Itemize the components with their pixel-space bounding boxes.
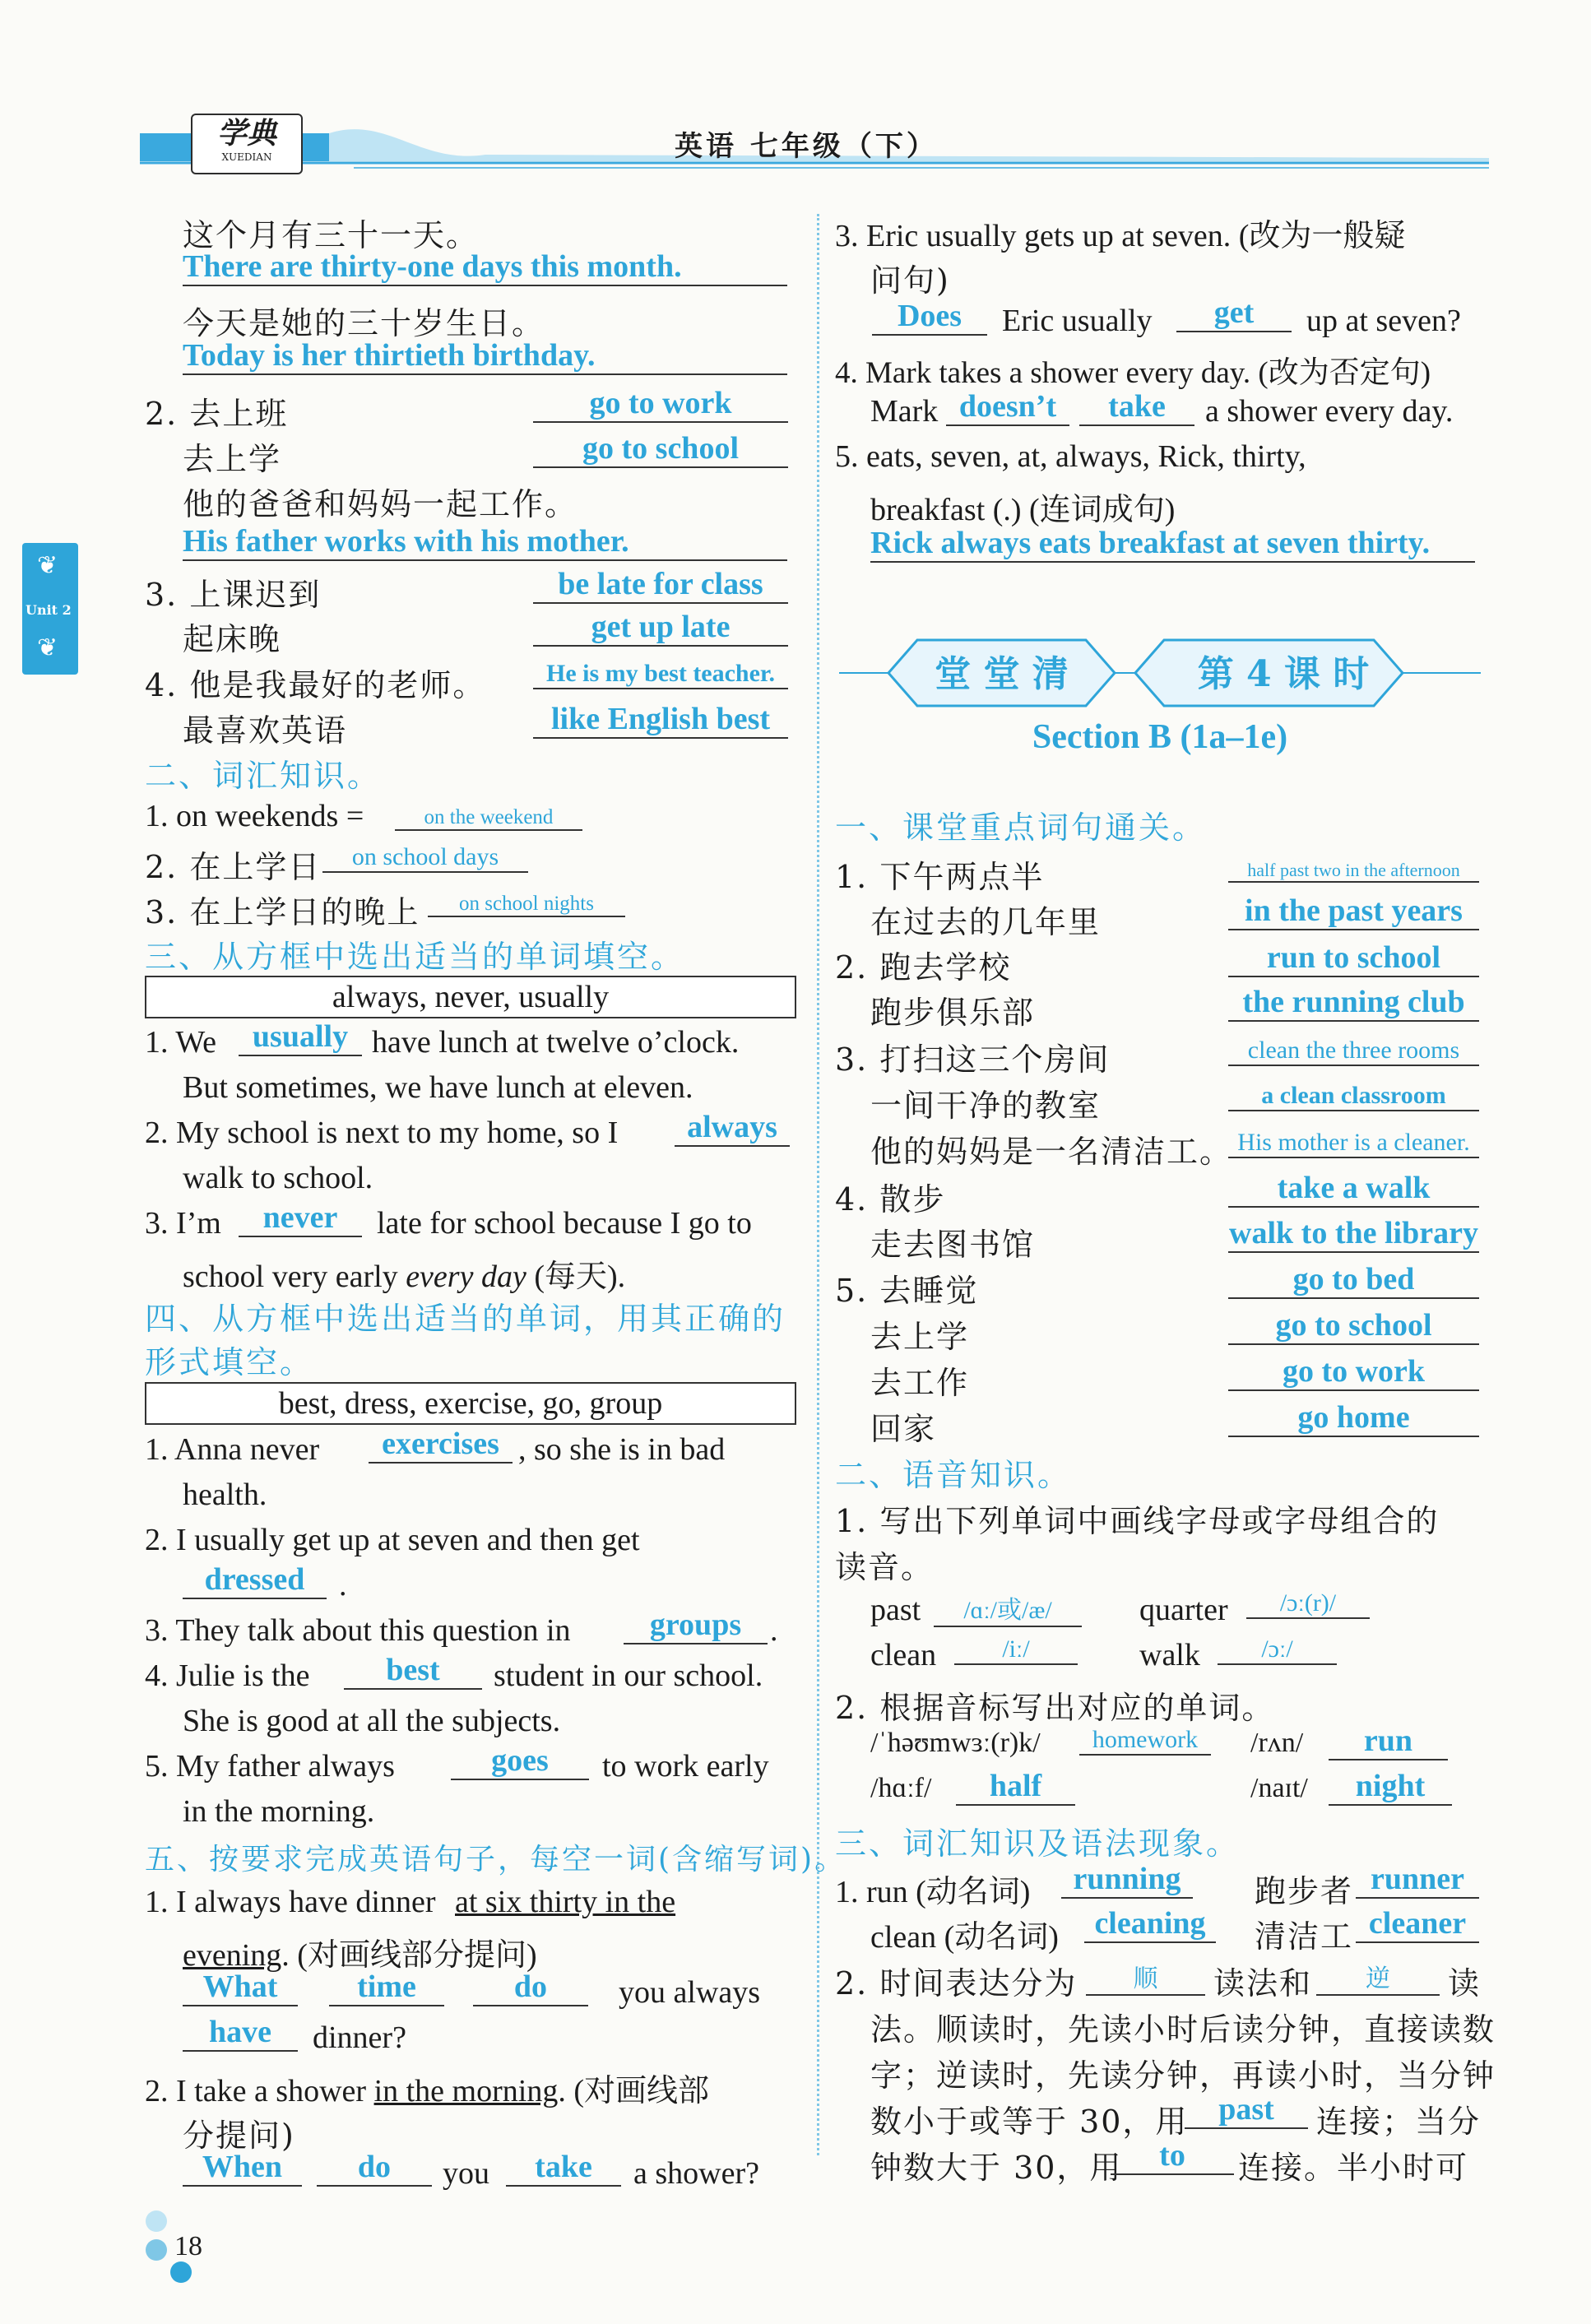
item-text: 读 (1448, 1965, 1482, 2002)
item-label: 4. 散步 (835, 1181, 946, 1218)
item-label: 跑步俱乐部 (870, 995, 1036, 1031)
item-label: 他的妈妈是一名清洁工。 (870, 1134, 1233, 1170)
item-text: breakfast (.) (连词成句) (870, 493, 1176, 527)
item-label: 在过去的几年里 (870, 904, 1102, 940)
item-text: student in our school. (494, 1658, 763, 1693)
answer: /iː/ (954, 1635, 1078, 1665)
item-text (183, 1929, 537, 1974)
item-text: a shower? (633, 2156, 759, 2191)
item-label: 1. on weekends = (145, 799, 364, 833)
answer: to (1111, 2137, 1234, 2175)
item-text: to work early (602, 1749, 769, 1784)
answer: have (183, 2014, 298, 2052)
answer: goes (451, 1742, 589, 1780)
answer: half (956, 1768, 1075, 1806)
left-line: 这个月有三十一天。 (183, 217, 480, 253)
answer: /ɑː/或/æ/ (934, 1589, 1082, 1627)
item-text-part: school very early (183, 1259, 398, 1294)
item-label: clean (动名词) (870, 1920, 1059, 1955)
section-title: 二、词汇知识。 (145, 758, 382, 794)
answer: take a walk (1228, 1170, 1479, 1208)
phonetic: /rʌn/ (1250, 1728, 1304, 1758)
answer: half past two in the afternoon (1228, 860, 1479, 883)
item-text-part: . (对画线部 (558, 2074, 709, 2108)
item-label: 2. 去上班 (145, 396, 289, 432)
phonetic: /hɑːf/ (870, 1773, 932, 1803)
item-text: 读音。 (835, 1549, 935, 1585)
left-line: 今天是她的三十岁生日。 (183, 305, 545, 341)
answer: Today is her thirtieth birthday. (183, 337, 787, 375)
item-text: you always (619, 1975, 761, 2010)
answer: take (1079, 388, 1194, 426)
phonetic: /naɪt/ (1250, 1773, 1308, 1803)
item-label: 3. 上课迟到 (145, 577, 322, 613)
item-label: 3. 在上学日的晚上 (145, 894, 420, 930)
book-title: 英语 七年级（下） (675, 130, 938, 163)
item-label: 一间干净的教室 (870, 1088, 1102, 1124)
answer: cleaner (1356, 1905, 1479, 1943)
item-text: up at seven? (1306, 304, 1461, 338)
item-text: have lunch at twelve o’clock. (372, 1025, 740, 1060)
item-text-part: 1. I always have dinner (145, 1885, 436, 1919)
item-text: But sometimes, we have lunch at eleven. (183, 1070, 693, 1105)
item-text: Mark (870, 394, 939, 429)
item-text: past (870, 1593, 921, 1627)
answer: exercises (369, 1426, 513, 1464)
section-title: 二、语音知识。 (835, 1457, 1072, 1493)
answer: 顺 (1086, 1958, 1205, 1996)
wing-icon: ❦ (37, 551, 58, 580)
section-heading: Section B (1a–1e) (1032, 718, 1288, 756)
answer: best (344, 1652, 482, 1690)
answer: take (506, 2149, 621, 2187)
answer: running (1061, 1861, 1193, 1899)
answer: cleaning (1084, 1905, 1216, 1943)
item-label: 他的爸爸和妈妈一起工作。 (183, 486, 578, 522)
section-title: 一、课堂重点词句通关。 (835, 809, 1207, 846)
answer: homework (1079, 1726, 1211, 1756)
item-text: walk (1139, 1638, 1200, 1672)
item-label: 回家 (870, 1411, 937, 1447)
item-text: . (770, 1613, 778, 1648)
answer: There are thirty-one days this month. (183, 248, 787, 286)
item-label: 去上学 (870, 1319, 970, 1355)
item-text: 连接；当分 (1316, 2104, 1482, 2140)
answer: go home (1228, 1399, 1479, 1437)
item-text: Eric usually (1002, 304, 1153, 338)
underlined-phrase: in the morning (373, 2074, 559, 2108)
answer: get (1176, 295, 1292, 332)
item-text: walk to school. (183, 1161, 373, 1195)
item-text: 字；逆读时，先读分钟，再读小时，当分钟 (870, 2057, 1496, 2094)
unit-tab-label: Unit 2 (26, 602, 72, 618)
answer: a clean classroom (1228, 1082, 1479, 1111)
answer: His mother is a cleaner. (1228, 1129, 1479, 1158)
answer: night (1329, 1768, 1452, 1806)
item-label: 4. 他是我最好的老师。 (145, 667, 486, 703)
item-label: 4. Julie is the (145, 1658, 310, 1693)
item-label: 2. 时间表达分为 (835, 1965, 1078, 2002)
answer: on school days (322, 843, 528, 873)
section-title: 三、词汇知识及语法现象。 (835, 1825, 1241, 1862)
answer: run (1329, 1723, 1448, 1760)
answer: /ɔː(r)/ (1246, 1589, 1370, 1619)
item-label: 3. I’m (145, 1206, 221, 1241)
item-text: late for school because I go to (377, 1206, 752, 1241)
item-text: 分提问) (183, 2118, 295, 2154)
answer: always (675, 1109, 790, 1147)
item-text: you (443, 2156, 489, 2191)
answer: His father works with his mother. (183, 523, 787, 561)
wing-icon-bottom: ❦ (37, 633, 58, 662)
answer: on school nights (428, 893, 625, 917)
item-label: 去上学 (183, 441, 282, 477)
banner-label: 堂 堂 清 (935, 653, 1069, 695)
item-text: a shower every day. (1205, 394, 1454, 429)
item-label: 3. Eric usually gets up at seven. (改为一般疑 (835, 219, 1406, 253)
answer: run to school (1228, 939, 1479, 977)
answer: What (183, 1969, 298, 2006)
item-label (145, 2065, 709, 2110)
item-label: 2. I usually get up at seven and then get (145, 1523, 640, 1557)
item-label: 3. They talk about this question in (145, 1613, 571, 1648)
answer: go to school (1228, 1307, 1479, 1345)
item-label: 1. Anna never (145, 1432, 320, 1467)
item-label: 4. Mark takes a shower every day. (改为否定句) (835, 356, 1431, 390)
section-title: 五、按要求完成英语句子，每空一词(含缩写词)。 (145, 1843, 847, 1876)
item-text: dinner? (313, 2020, 406, 2055)
word-box: always, never, usually (145, 976, 796, 1018)
item-label: 1. We (145, 1025, 217, 1060)
item-text: 读法和 (1213, 1965, 1313, 2002)
answer: Does (872, 298, 987, 336)
item-text: 钟数大于 30，用 (870, 2150, 1123, 2186)
item-label: 2. 根据音标写出对应的单词。 (835, 1690, 1275, 1726)
item-label: 1. 下午两点半 (835, 859, 1045, 895)
phonetic: /ˈhəʊmwɜː(r)k/ (870, 1728, 1041, 1758)
item-text: , so she is in bad (518, 1432, 726, 1467)
answer: usually (239, 1018, 362, 1056)
item-text-part: 2. I take a shower (145, 2074, 367, 2108)
answer: be late for class (533, 566, 788, 604)
item-label: 起床晚 (183, 621, 282, 657)
answer: /ɔː/ (1218, 1635, 1337, 1665)
item-text: 问句) (870, 262, 950, 299)
answer: runner (1356, 1861, 1479, 1899)
item-text: clean (870, 1638, 937, 1672)
item-label: 最喜欢英语 (183, 712, 348, 749)
answer: doesn’t (946, 388, 1069, 426)
answer: go to school (533, 430, 788, 468)
item-text-part: . (对画线部分提问) (281, 1938, 537, 1973)
item-label: 去工作 (870, 1365, 970, 1401)
item-text: 法。顺读时，先读小时后读分钟，直接读数 (870, 2011, 1496, 2048)
item-text: She is good at all the subjects. (183, 1704, 561, 1738)
answer: the running club (1228, 984, 1479, 1022)
item-text-italic: every day (406, 1259, 526, 1294)
section-title: 形式填空。 (145, 1344, 314, 1380)
item-label: 1. run (动名词) (835, 1875, 1031, 1909)
answer: on the weekend (395, 806, 582, 831)
item-label: 3. 打扫这三个房间 (835, 1041, 1111, 1078)
answer: go to work (533, 385, 788, 423)
answer: do (473, 1969, 588, 2006)
item-label: 走去图书馆 (870, 1227, 1036, 1263)
answer: He is my best teacher. (533, 660, 788, 689)
item-text-part: (每天). (534, 1259, 626, 1294)
answer: dressed (183, 1561, 327, 1599)
item-text (183, 1250, 625, 1296)
answer: time (329, 1969, 444, 2006)
answer: get up late (533, 609, 788, 647)
underlined-phrase: evening (183, 1938, 282, 1973)
answer: in the past years (1228, 893, 1479, 930)
word-box: best, dress, exercise, go, group (145, 1382, 796, 1425)
unit-tab (22, 543, 78, 675)
item-text: health. (183, 1477, 267, 1512)
item-label: 5. 去睡觉 (835, 1273, 979, 1309)
item-label: 2. 跑去学校 (835, 949, 1012, 986)
answer: go to work (1228, 1353, 1479, 1391)
answer: walk to the library (1228, 1215, 1479, 1253)
underlined-phrase: at six thirty in the (455, 1885, 676, 1919)
answer: never (239, 1199, 362, 1237)
answer: do (317, 2149, 432, 2187)
answer: When (183, 2149, 302, 2187)
answer: Rick always eats breakfast at seven thirty. (870, 525, 1475, 563)
item-label: 5. eats, seven, at, always, Rick, thirty, (835, 439, 1306, 474)
item-label: 2. My school is next to my home, so I (145, 1116, 619, 1150)
item-label: 清洁工 (1255, 1918, 1354, 1955)
item-label: 2. 在上学日 (145, 849, 322, 885)
item-text: quarter (1139, 1593, 1228, 1627)
item-text: in the morning. (183, 1794, 375, 1829)
item-text: . (339, 1568, 347, 1603)
item-label: 1. 写出下列单词中画线字母或字母组合的 (835, 1503, 1440, 1539)
answer: 逆 (1316, 1958, 1440, 1996)
item-text: 连接。半小时可 (1238, 2150, 1469, 2186)
section-title: 四、从方框中选出适当的单词，用其正确的 (145, 1301, 786, 1337)
logo: 学典 XUEDIAN (191, 114, 303, 174)
banner-lesson: 第 4 课 时 (1197, 653, 1370, 695)
page-number: 18 (174, 2231, 202, 2261)
item-label: 跑步者 (1255, 1873, 1354, 1909)
answer: like English best (533, 701, 788, 739)
section-title: 三、从方框中选出适当的单词填空。 (145, 939, 685, 975)
answer: groups (624, 1607, 768, 1644)
item-label (145, 1884, 675, 1920)
answer: past (1185, 2091, 1308, 2129)
answer: go to bed (1228, 1261, 1479, 1299)
item-label: 5. My father always (145, 1749, 395, 1784)
answer: clean the three rooms (1228, 1037, 1479, 1066)
item-text: 数小于或等于 30，用 (870, 2104, 1189, 2140)
